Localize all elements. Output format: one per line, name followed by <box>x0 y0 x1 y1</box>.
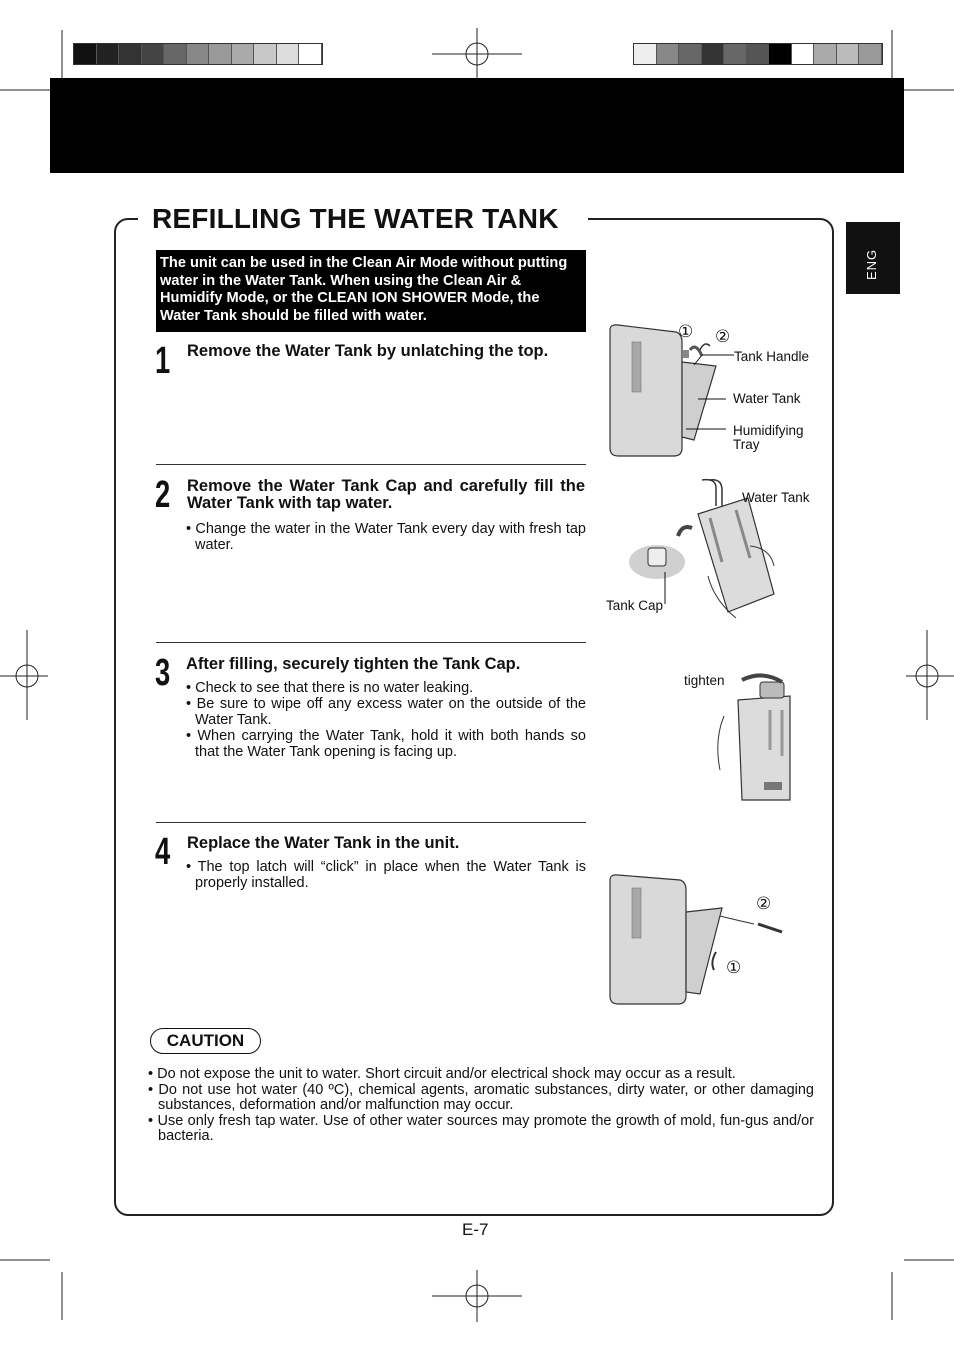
step-number: 2 <box>155 474 171 516</box>
caution-badge: CAUTION <box>150 1028 261 1054</box>
caution-bullets <box>148 1067 814 1145</box>
step-heading: Remove the Water Tank Cap and carefully fill the Water Tank with tap water. <box>187 477 585 512</box>
label-tank-cap: Tank Cap <box>606 598 664 613</box>
replace-tank-illustration <box>606 872 786 1007</box>
step-heading: After filling, securely tighten the Tank Cap. <box>186 655 521 673</box>
marker-1: ① <box>678 322 694 341</box>
caution-item: • Use only fresh tap water. Use of other water sources may promote the growth of mold, fun-gus and/or bacteria. <box>148 1112 814 1144</box>
marker-2: ② <box>756 894 772 913</box>
step-bullets <box>186 521 586 553</box>
bullet-item: • Be sure to wipe off any excess water on the outside of the Water Tank. <box>186 696 586 728</box>
divider <box>156 642 586 643</box>
marker-1: ① <box>726 958 742 977</box>
step-number: 3 <box>155 652 171 694</box>
step-bullets <box>186 680 586 760</box>
leader-lines <box>680 355 740 455</box>
step-number: 4 <box>155 831 171 873</box>
step-number: 1 <box>155 340 171 382</box>
bullet-item: • Check to see that there is no water leaking. <box>186 680 474 696</box>
label-tank-handle: Tank Handle <box>734 349 810 364</box>
label-water-tank: Water Tank <box>742 490 810 505</box>
marker-2: ② <box>715 327 731 346</box>
label-water-tank: Water Tank <box>733 391 801 406</box>
bullet-item: • Change the water in the Water Tank every day with fresh tap water. <box>186 521 586 553</box>
step-heading: Remove the Water Tank by unlatching the top. <box>187 342 549 360</box>
page-number: E-7 <box>462 1220 489 1239</box>
caution-item: • Do not expose the unit to water. Short circuit and/or electrical shock may occur as a result. <box>148 1066 736 1082</box>
divider <box>156 464 586 465</box>
tighten-cap-illustration <box>712 660 822 805</box>
step-bullets <box>186 859 586 891</box>
header-bar <box>50 78 904 173</box>
label-humidifying-tray: Humidifying Tray <box>733 423 804 452</box>
label-tighten: tighten <box>684 673 725 688</box>
notice-box: The unit can be used in the Clean Air Mode without putting water in the Water Tank. When using the Clean Air & Humidify Mode, or the CLEAN ION SHOWER Mode, the Water Tank should be filled with water. <box>156 250 586 332</box>
page-title: REFILLING THE WATER TANK <box>152 203 559 234</box>
bullet-item: • When carrying the Water Tank, hold it with both hands so that the Water Tank opening is facing up. <box>186 728 586 760</box>
caution-item: • Do not use hot water (40 ºC), chemical agents, aromatic substances, dirty water, or other damaging substances, deformation and/or malfunction may occur. <box>148 1081 814 1113</box>
divider <box>156 822 586 823</box>
language-tab: ENG <box>846 222 900 294</box>
bullet-item: • The top latch will “click” in place when the Water Tank is properly installed. <box>186 859 586 891</box>
step-heading: Replace the Water Tank in the unit. <box>187 834 460 852</box>
